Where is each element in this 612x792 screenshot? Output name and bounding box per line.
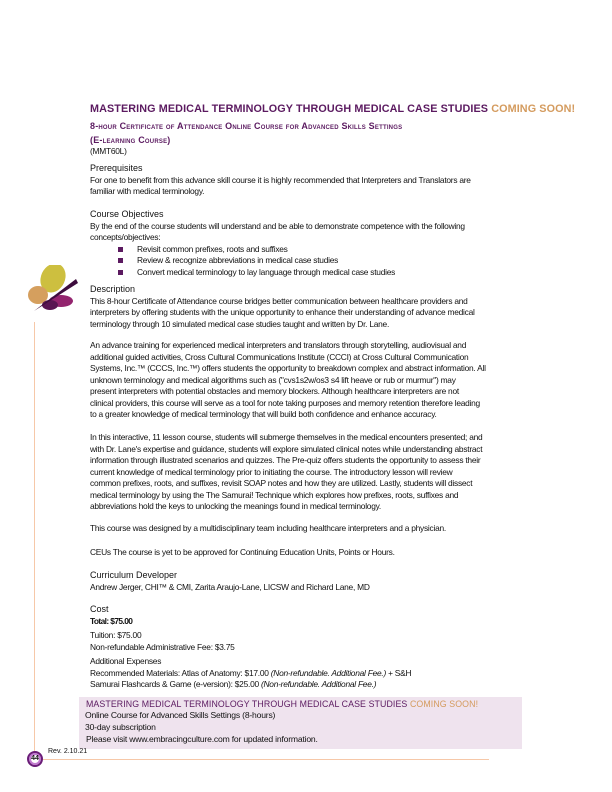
bottom-rule <box>34 759 489 760</box>
section-heading: Course Objectives <box>90 209 164 219</box>
description-paragraph-3: In this interactive, 11 lesson course, students will submerge themselves in the medical encounters presented; and with Dr. Lane's expertise and guidance, students will explore simulated clinical notes while understanding abstract information through illustrated scenarios and quizzes. The Pre-quiz offers students the opportunity to assess their current knowledge of medical terminology prior to initiating the course. The introductory lesson will review common prefixes, roots, and suffixes, revisit SOAP notes and how they are utilized. Lastly, students will dissect medical terminology by using the The Samurai! Technique which explores how prefixes, roots, suffixes and abbreviations hold the keys to unlocking the meanings found in medical terminology. <box>90 432 483 511</box>
cost-section: Cost Total: $75.00 Tuition: $75.00 Non-refundable Administrative Fee: $3.75 Additional Expenses Recommended Materials: Atlas of Anatomy: $17.00 (Non-refundable. Additional Fee.) + S&H Samurai Flashcards & Game (e-version): $25.00 (Non-refundable. Additional Fee.) <box>90 604 412 689</box>
butterfly-logo <box>26 265 81 320</box>
page-number-badge: 44 <box>27 751 43 767</box>
revision-label: Rev. 2.10.21 <box>48 748 88 755</box>
summary-box: MASTERING MEDICAL TERMINOLOGY THROUGH MEDICAL CASE STUDIES COMING SOON! Online Course for Advanced Skills Settings (8-hours) 30-day subscription Please visit www.embracingculture.com for updated information. <box>79 697 522 749</box>
design-team-note: This course was designed by a multidisciplinary team including healthcare interpreters and a physician. <box>90 523 446 533</box>
section-heading: Prerequisites <box>90 163 143 173</box>
developer-section: Curriculum Developer Andrew Jerger, CHI™ & CMI, Zarita Araujo-Lane, LICSW and Richard Lane, MD <box>90 570 370 592</box>
course-format: (E-learning Course) <box>90 135 171 145</box>
course-subtitle: 8-hour Certificate of Attendance Online Course for Advanced Skills Settings <box>90 121 403 131</box>
summary-title: MASTERING MEDICAL TERMINOLOGY THROUGH MEDICAL CASE STUDIES COMING SOON! <box>86 699 479 709</box>
list-item: Convert medical terminology to lay language through medical case studies <box>90 267 465 279</box>
list-item: Review & recognize abbreviations in medical case studies <box>90 255 465 267</box>
section-heading: Description <box>90 284 136 294</box>
left-rule <box>34 322 35 758</box>
section-heading: Cost <box>90 604 109 614</box>
section-heading: Curriculum Developer <box>90 570 178 580</box>
objectives-section: Course Objectives By the end of the course students will understand and be able to demonstrate competence with the following concepts/objectives: Revisit common prefixes, roots and suffixes Review & recognize abbreviations in medical case studies Convert medical terminology to lay language through medical case studies <box>90 209 465 277</box>
section-heading: Additional Expenses <box>90 656 162 666</box>
ceus-note: CEUs The course is yet to be approved for Continuing Education Units, Points or Hours. <box>90 547 395 557</box>
course-code: (MMT60L) <box>90 146 127 156</box>
prerequisites-section: Prerequisites For one to benefit from this advance skill course it is highly recommended that Interpreters and Translators are familiar with medical terminology. <box>90 163 471 196</box>
description-paragraph-2: An advance training for experienced medical interpreters and translators through storytelling, audiovisual and additional guided activities, Cross Cultural Communications Institute (CCCI) at Cross Cultural Communication Systems, Inc.™ (CCCS, Inc.™) offers students the opportunity to breakdown complex and abstract information. All unknown terminology and medical algorithms such as ("cvs1s2w/os3 s4 lift heave or rub or murmur") may present interpreters with potential obstacles and memory blockers. Although healthcare interpreters are not clinical providers, this course will serve as a tool for note taking purposes and memory retention therefore leading to a greater knowledge of medical terminology that will build both confidence and enhance accuracy. <box>90 340 486 419</box>
website-note: Please visit www.embracingculture.com for updated information. <box>86 734 318 744</box>
coming-soon-label: COMING SOON! <box>491 103 576 115</box>
list-item: Revisit common prefixes, roots and suffixes <box>90 244 465 256</box>
description-section: Description This 8-hour Certificate of Attendance course bridges better communication between healthcare providers and interpreters by offering students with the unique opportunity to enhance their understanding of advance medical terminology through 10 simulated medical case studies taught and written by Dr. Lane. <box>90 284 475 329</box>
total-cost: Total: $75.00 <box>90 615 133 626</box>
course-title: MASTERING MEDICAL TERMINOLOGY THROUGH MEDICAL CASE STUDIES COMING SOON! <box>90 103 576 115</box>
